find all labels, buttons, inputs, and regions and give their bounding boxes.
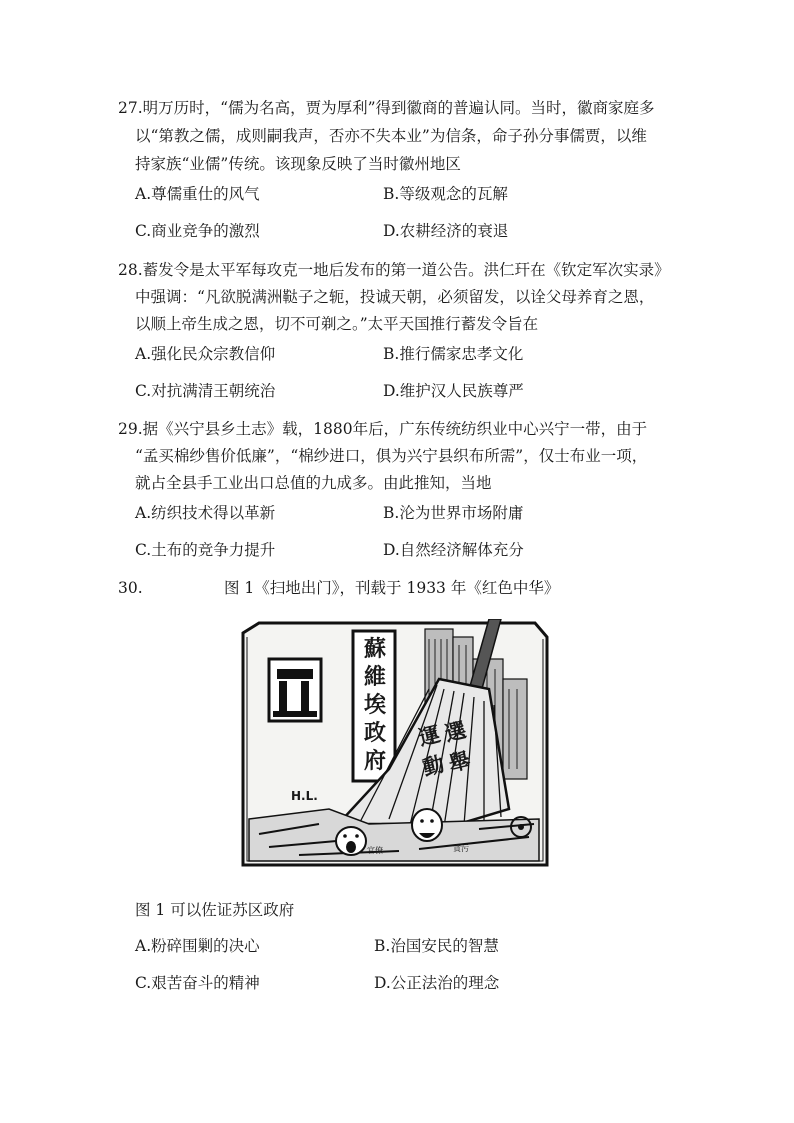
right-figure-label: 貪污 <box>453 844 469 853</box>
option-d: D.公正法治的理念 <box>374 974 500 992</box>
question-number: 27. <box>118 99 143 117</box>
question-30-stem: 图 1 可以佐证苏区政府 <box>135 901 295 919</box>
option-b: B.等级观念的瓦解 <box>383 185 508 203</box>
option-c: C.土布的竞争力提升 <box>135 541 276 559</box>
question-29-line-3: 就占全县手工业出口总值的九成多。由此推知，当地 <box>135 474 492 492</box>
option-b: B.沦为世界市场附庸 <box>383 504 524 522</box>
option-c: C.艰苦奋斗的精神 <box>135 974 260 992</box>
banner-text: 蘇 維 埃 政 府 <box>363 636 386 774</box>
option-d: D.自然经济解体充分 <box>383 541 524 559</box>
question-27-line-1: 27.明万历时，“儒为名高，贾为厚利”得到徽商的普遍认同。当时，徽商家庭多 <box>118 99 655 117</box>
question-28-line-1: 28.蓄发令是太平军每攻克一地后发布的第一道公告。洪仁玕在《钦定军次实录》 <box>118 261 670 279</box>
question-27-line-3: 持家族“业儒”传统。该现象反映了当时徽州地区 <box>135 155 461 173</box>
option-b: B.治国安民的智慧 <box>374 937 499 955</box>
figure-caption: 图 1《扫地出门》，刊载于 1933 年《红色中华》 <box>224 579 560 597</box>
cartoon-figure: 蘇 維 埃 政 府 選 舉 運 動 H.L. 官僚 貪污 <box>239 619 551 871</box>
option-a: A.强化民众宗教信仰 <box>135 345 276 363</box>
question-number: 28. <box>118 261 143 279</box>
option-a: A.纺织技术得以革新 <box>135 504 276 522</box>
option-a: A.尊儒重仕的风气 <box>135 185 260 203</box>
question-number: 29. <box>118 420 143 438</box>
option-b: B.推行儒家忠孝文化 <box>383 345 524 363</box>
option-a: A.粉碎围剿的决心 <box>135 937 260 955</box>
option-c: C.商业竞争的激烈 <box>135 222 260 240</box>
question-28-line-3: 以顺上帝生成之恩，切不可剃之。”太平天国推行蓄发令旨在 <box>135 315 539 333</box>
question-28-line-2: 中强调：“凡欲脱满洲鞑子之轭，投诚天朝，必须留发，以诠父母养育之恩， <box>135 288 655 306</box>
question-27-line-2: 以“第教之儒，成则嗣我声，否亦不失本业”为信条，命子孙分事儒贾，以维 <box>135 127 647 145</box>
cartoon-signature: H.L. <box>291 789 318 803</box>
question-number: 30. <box>118 579 143 597</box>
left-figure-label: 官僚 <box>367 846 383 855</box>
option-d: D.维护汉人民族尊严 <box>383 382 524 400</box>
question-29-line-1: 29.据《兴宁县乡土志》载，1880年后，广东传统纺织业中心兴宁一带，由于 <box>118 420 648 438</box>
question-29-line-2: “孟买棉纱售价低廉”，“棉纱进口，俱为兴宁县织布所需”，仅士布业一项， <box>135 447 648 465</box>
cartoon-illustration <box>239 619 551 871</box>
option-c: C.对抗满清王朝统治 <box>135 382 276 400</box>
option-d: D.农耕经济的衰退 <box>383 222 509 240</box>
